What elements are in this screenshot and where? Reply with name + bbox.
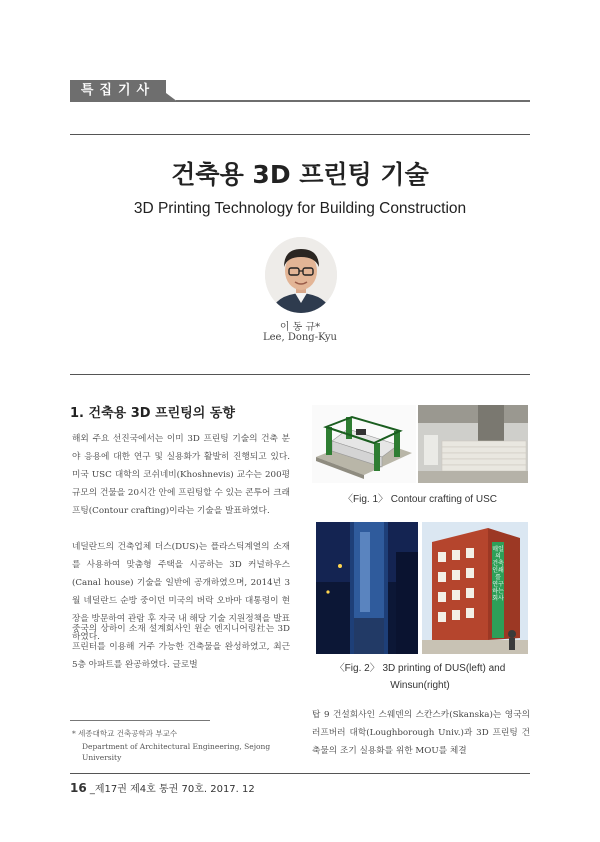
article-title-korean: 건축용 3D 프린팅 기술 (171, 160, 429, 189)
author-name-english: Lee, Dong-Kyu (262, 332, 337, 343)
article-title-english: 3D Printing Technology for Building Construction (133, 200, 467, 217)
section-tag: 특집기사 (70, 80, 166, 102)
footer-divider (70, 773, 530, 774)
figure-2-caption: 〈Fig. 2〉 3D printing of DUS(left) and Winsun(right) (334, 663, 506, 691)
figure-2-winsun-apartment-photo (422, 522, 528, 654)
figure-2-dus-canal-house-photo (316, 522, 418, 654)
footnote-affiliation-english: Department of Architectural Engineering, Sejong University (82, 742, 271, 762)
footnote-divider (70, 720, 210, 721)
section-heading: 1. 건축용 3D 프린팅의 동향 (70, 406, 235, 421)
body-paragraph: 네덜란드의 건축업체 더스(DUS)는 플라스틱계열의 소재를 사용하여 맞춤형 주택을 시공하는 3D 커널하우스(Canal house) 기술을 일반에 공개하였으며, 2014년 3월 네덜란드 순방 중이던 미국의 버락 오바마 대통령이 현장을 방문하여 관람 후 자국 내 해당 기술 지원정책을 발표하였다. (72, 542, 290, 642)
page-number: 16 (70, 781, 87, 795)
body-paragraph-right: 탑 9 건설회사인 스웨덴의 스칸스카(Skanska)는 영국의 러프버러 대학(Loughborough Univ.)과 3D 프린팅 건축물의 조기 실용화를 위한 MOU를 체결 (312, 710, 530, 756)
header-divider (70, 374, 530, 375)
figure-2-banner-text: 매일의 건축 인쇄를 연구하는 회사 (492, 546, 504, 602)
top-divider (70, 134, 530, 135)
author-name-korean: 이 동 규* (279, 322, 321, 333)
section-rule (176, 100, 530, 102)
author-portrait (265, 237, 337, 313)
body-paragraph: 해외 주요 선진국에서는 이미 3D 프린팅 기술의 건축 분야 응용에 대한 연구 및 실용화가 활발히 진행되고 있다. 미국 USC 대학의 코쉬네비(Khoshnevis) 교수는 200평 규모의 건물을 20시간 안에 프린팅할 수 있는 콘투어 크래프팅(Contour crafting)이라는 기술을 발표하였다. (72, 434, 290, 516)
figure-1-printed-wall-photo (418, 405, 528, 483)
footer (70, 780, 255, 795)
body-paragraph: 중국의 상하이 소재 설계회사인 윈순 엔지니어링社는 3D 프린터를 이용해 거주 가능한 건축물을 완성하였고, 최근 5층 아파트를 완공하였다. 글로벌 (72, 624, 290, 670)
footnote-affiliation-korean: * 세종대학교 건축공학과 부교수 (72, 729, 178, 738)
figure-1-contour-crafting-render (312, 405, 416, 483)
figure-1-caption: 〈Fig. 1〉 Contour crafting of USC (343, 494, 497, 505)
journal-info: _제17권 제4호 통권 70호. 2017. 12 (89, 784, 255, 795)
